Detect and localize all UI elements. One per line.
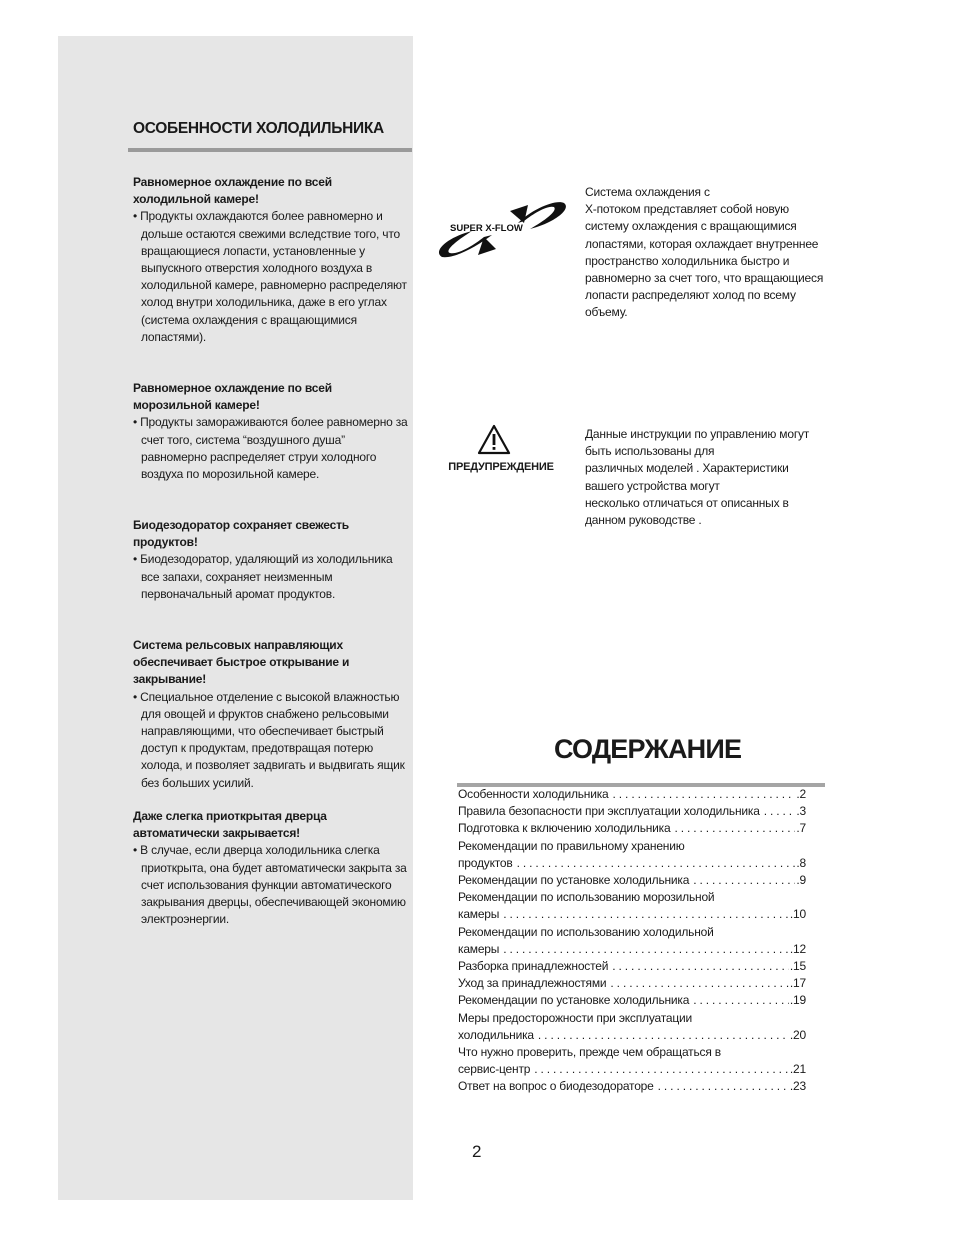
toc-entry[interactable]: Меры предосторожности при эксплуатации холодильника . . . .20 — [458, 1010, 806, 1044]
toc-entry[interactable]: Особенности холодильника . . . .2 — [458, 786, 806, 803]
super-x-flow-logo-text: SUPER X-FLOW — [450, 223, 523, 234]
feature-auto-door-close — [133, 808, 413, 928]
toc-entry[interactable]: Подготовка к включению холодильника . . . .7 — [458, 820, 806, 837]
toc-entry[interactable]: Разборка принадлежностей . . . .15 — [458, 958, 806, 975]
features-section-title: ОСОБЕННОСТИ ХОЛОДИЛЬНИКА — [133, 120, 384, 137]
warning-label: ПРЕДУПРЕЖДЕНИЕ — [448, 461, 554, 473]
feature-body: • Специальное отделение с высокой влажностью для овощей и фруктов снабжено рельсовыми направляющими, что обеспечивает быстрый доступ к продуктам, предотвращая потерю холода, и позволяет задвигать и выдвигать ящик без больших усилий. — [133, 689, 405, 790]
super-x-flow-logo — [432, 193, 572, 265]
toc-entry[interactable]: Рекомендации по правильному хранению продуктов . . . .8 — [458, 838, 806, 872]
page-number: 2 — [472, 1142, 482, 1161]
feature-body: • Биодезодоратор, удаляющий из холодильника все запахи, сохраняет неизменным первоначальный аромат продуктов. — [133, 552, 393, 601]
features-title-rule — [128, 148, 412, 152]
toc-entry[interactable]: Рекомендации по использованию морозильной камеры . . . .10 — [458, 889, 806, 923]
toc-title: СОДЕРЖАНИЕ — [554, 734, 742, 764]
feature-body: • Продукты охлаждаются более равномерно и дольше остаются свежими вследствие того, что вращающиеся лопасти, установленные у выпускного отверстия холодного воздуха в холодильной камере, равномерно распределяют холод внутри холодильника, даже в его углах (система охлаждения с вращающимися лопастями). — [133, 209, 407, 344]
toc-entry[interactable]: Уход за принадлежностями . . . .17 — [458, 975, 806, 992]
feature-rail-guides — [133, 637, 413, 792]
warning-description: Данные инструкции по управлению могут быть использованы для различных моделей . Характеристики вашего устройства могут несколько отличаться от описанных в данном руководстве . — [585, 427, 810, 528]
feature-heading: Даже слегка приоткрытая дверца автоматически закрывается! — [133, 809, 327, 841]
feature-even-cooling-freezer — [133, 380, 413, 483]
feature-heading: Система рельсовых направляющих обеспечивает быстрое открывание и закрывание! — [133, 638, 350, 687]
feature-heading: Равномерное охлаждение по всей морозильной камере! — [133, 381, 332, 413]
feature-body: • Продукты замораживаются более равномерно за счет того, система “воздушного душа” равномерно распределяет струи холодного воздуха по морозильной камере. — [133, 415, 408, 482]
warning-triangle-icon — [477, 424, 511, 455]
feature-heading: Биодезодоратор сохраняет свежесть продуктов! — [133, 518, 349, 550]
feature-even-cooling-fridge — [133, 174, 413, 346]
feature-bio-deodorizer — [133, 517, 413, 603]
toc-entry[interactable]: Рекомендации по установке холодильника . . . .19 — [458, 992, 806, 1009]
toc-entry[interactable]: Рекомендации по использованию холодильной камеры . . . .12 — [458, 924, 806, 958]
table-of-contents — [458, 786, 806, 1096]
xflow-description: Система охлаждения с X-потоком представляет собой новую систему охлаждения с вращающимися лопастями, которая охлаждает внутреннее пространство холодильника быстро и равномерно за счет того, что вращающиеся лопасти распределяют холод по всему объему. — [585, 185, 824, 320]
toc-entry[interactable]: Ответ на вопрос о биодезодораторе . . . .23 — [458, 1078, 806, 1095]
toc-entry[interactable]: Рекомендации по установке холодильника . . . .9 — [458, 872, 806, 889]
toc-entry[interactable]: Что нужно проверить, прежде чем обращаться в сервис-центр . . . .21 — [458, 1044, 806, 1078]
feature-heading: Равномерное охлаждение по всей холодильной камере! — [133, 175, 332, 207]
feature-body: • В случае, если дверца холодильника слегка приоткрыта, она будет автоматически закрыта за счет использования функции автоматического закрывания дверцы, обеспечивающей экономию электроэнергии. — [133, 843, 407, 927]
toc-entry[interactable]: Правила безопасности при эксплуатации холодильника . . . .3 — [458, 803, 806, 820]
